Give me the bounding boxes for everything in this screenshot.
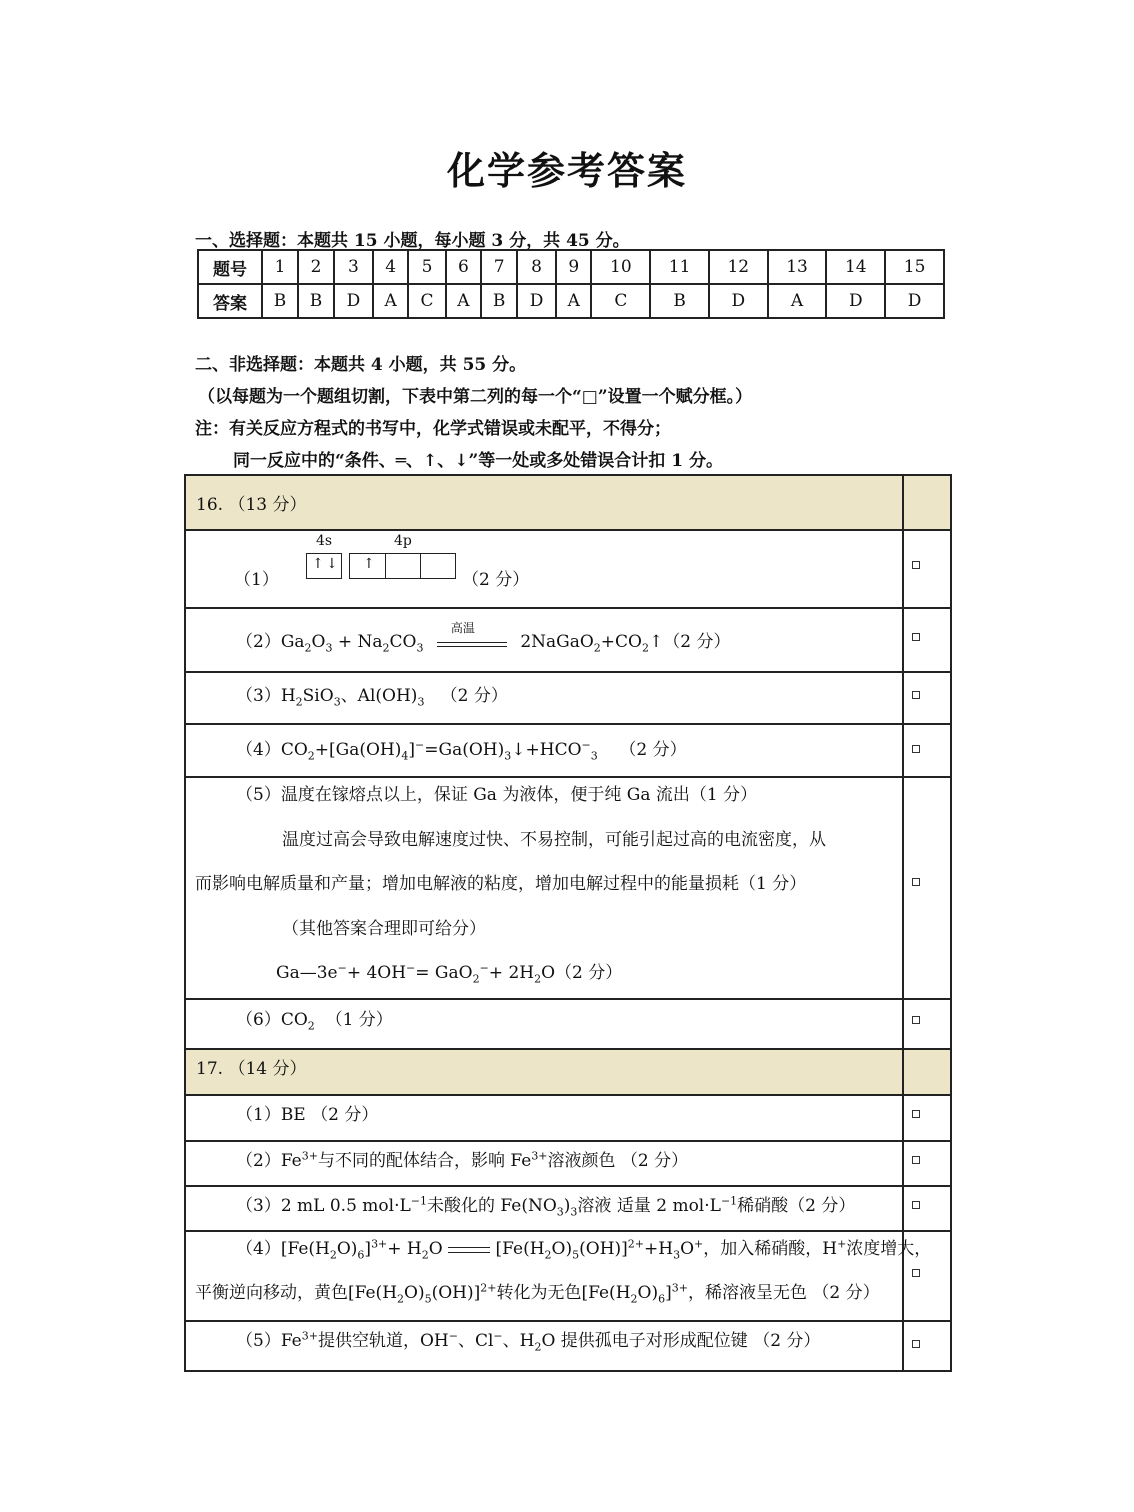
question-number: 2 (298, 250, 334, 284)
question-number: 5 (408, 250, 445, 284)
answer-cell: D (885, 284, 944, 318)
q16-part4-row (186, 723, 950, 776)
answer-table-answer-row (198, 284, 944, 318)
answer-cell: C (591, 284, 650, 318)
equilibrium-arrow-icon (448, 1243, 490, 1257)
score-box[interactable] (912, 1269, 920, 1277)
question-number: 1 (262, 250, 298, 284)
q17-header-row (186, 1048, 950, 1094)
score-box[interactable] (912, 633, 920, 641)
score-box[interactable] (912, 1016, 920, 1024)
answer-cell: C (408, 284, 445, 318)
q16-part5-equation: Ga—3e−+ $4OH^-= GaO_2^-+ 2H_2O(2$ 分） (276, 961, 623, 986)
orbital-4s-label: 4s (316, 533, 333, 549)
question-number: 6 (446, 250, 481, 284)
answer-table-label-answer: 答案 (198, 284, 262, 318)
section1-heading: 一、选择题：本题共 15 小题，每小题 3 分，共 45 分。 (195, 231, 630, 251)
q16-part5-line1: （5）温度在镓熔点以上，保证 Ga 为液体，便于纯 Ga 流出（1 分） (236, 785, 758, 805)
answer-cell: B (262, 284, 298, 318)
answer-cell: D (826, 284, 885, 318)
question-number: 4 (373, 250, 408, 284)
q17-header: 17. （14 分） (196, 1059, 307, 1079)
answer-table-number-row (198, 250, 944, 284)
q16-part3-answer: $(3)H_2SiO_3$、$Al(OH)_3$ （2 分） (236, 686, 508, 709)
q17-part2-row (186, 1140, 950, 1185)
q16-part5-note: （其他答案合理即可给分） (282, 919, 486, 939)
answer-cell: A (446, 284, 481, 318)
q17-part4-row (186, 1230, 950, 1320)
q16-part2-row (186, 607, 950, 671)
q17-part1-row (186, 1094, 950, 1140)
question-number: 12 (709, 250, 768, 284)
answer-cell: A (556, 284, 591, 318)
score-box[interactable] (912, 878, 920, 886)
q17-part5-answer: $(5)Fe^{3+}$提供空轨道，OH−、Cl−、$H_2O$ 提供孤电子对形成配位键 （2 分） (236, 1329, 821, 1354)
question-number: 3 (334, 250, 373, 284)
answer-cell: A (768, 284, 827, 318)
answer-grid (184, 474, 952, 1372)
question-number: 13 (768, 250, 827, 284)
answer-cell: B (650, 284, 709, 318)
score-box[interactable] (912, 1340, 920, 1348)
answer-table-label-number: 题号 (198, 250, 262, 284)
score-box[interactable] (912, 1201, 920, 1209)
answer-cell: B (481, 284, 517, 318)
score-box[interactable] (912, 1156, 920, 1164)
question-number: 15 (885, 250, 944, 284)
section2-heading: 二、非选择题：本题共 4 小题，共 55 分。 (195, 355, 527, 375)
q16-part5-line2: 温度过高会导致电解速度过快、不易控制，可能引起过高的电流密度，从 (282, 830, 826, 850)
q16-part5-row (186, 776, 950, 998)
orbital-4p-label: 4p (394, 533, 412, 549)
q16-header: 16. （13 分） (196, 495, 307, 515)
question-number: 14 (826, 250, 885, 284)
q17-part3-row (186, 1185, 950, 1230)
q16-part1-score: （2 分） (462, 570, 530, 590)
question-number: 11 (650, 250, 709, 284)
question-number: 8 (517, 250, 556, 284)
q17-part4-line2: 平衡逆向移动，黄色$[Fe(H_2O)_5(OH)]^{2+}$转化为无色$[Fe(H_2O)_6]^{3+}$，稀溶液呈无色 （2 分） (195, 1281, 880, 1306)
q16-part5-line3: 而影响电解质量和产量；增加电解液的粘度，增加电解过程中的能量损耗（1 分） (195, 874, 807, 894)
section2-note-deduction: 同一反应中的“条件、═、↑、↓”等一处或多处错误合计扣 1 分。 (233, 451, 723, 471)
answer-cell: A (373, 284, 408, 318)
question-number: 7 (481, 250, 517, 284)
q16-part1-row (186, 529, 950, 607)
q16-part6-answer: $(6)CO_2$ （1 分） (236, 1010, 393, 1033)
answer-table (197, 249, 945, 319)
score-box[interactable] (912, 691, 920, 699)
q17-part5-row (186, 1320, 950, 1372)
answer-cell: D (517, 284, 556, 318)
spin-down-icon: ↓ (326, 556, 338, 572)
score-box[interactable] (912, 1110, 920, 1118)
q17-part2-answer: $(2)Fe^{3+}$与不同的配体结合，影响 $Fe^{3+}$溶液颜色 （2 分） (236, 1149, 689, 1171)
q16-part6-row (186, 998, 950, 1048)
q16-part4-equation: $(4)CO_2+[Ga(OH)_4]^-=Ga(OH)_3↓+HCO^-_3$ （2 分） (236, 738, 687, 763)
q17-part1-answer: （1）BE （2 分） (236, 1105, 379, 1125)
reaction-condition-arrow: 高温 (437, 633, 507, 653)
page-title: 化学参考答案 (446, 149, 687, 193)
spin-up-icon: ↑ (363, 556, 375, 572)
q16-header-row (186, 476, 950, 529)
question-number: 9 (556, 250, 591, 284)
section2-note-equations: 注：有关反应方程式的书写中，化学式错误或未配平，不得分； (195, 419, 671, 439)
answer-cell: D (334, 284, 373, 318)
spin-up-icon: ↑ (312, 556, 324, 572)
q16-part2-equation: $(2)Ga_2O_3 + Na_2CO_3$ 高温 $2NaGaO_2+CO_2↑(2$ 分） (236, 620, 731, 655)
q17-part3-answer: （3）2 mL 0.5 $mol\cdot L^{-1}$未酸化的 $Fe(NO_3)_3$溶液 适量 2 $mol\cdot L^{-1}$稀硝酸（2 分） (236, 1194, 856, 1219)
score-box[interactable] (912, 745, 920, 753)
section2-note-grading: （以每题为一个题组切割，下表中第二列的每一个“□”设置一个赋分框。） (198, 387, 753, 407)
orbital-4s-box (306, 553, 342, 579)
q16-part1-label: （1） (234, 570, 279, 590)
q16-part3-row (186, 671, 950, 723)
orbital-4p-box (349, 553, 456, 579)
q17-part4-line1: $(4)[Fe(H_2O)_6]^{3+}+ H_2O$ $[Fe(H_2O)_5(OH)]^{2+}+H_3O^+$，加入稀硝酸，H+浓度增大， (236, 1237, 932, 1262)
question-number: 10 (591, 250, 650, 284)
answer-cell: D (709, 284, 768, 318)
score-box[interactable] (912, 561, 920, 569)
answer-cell: B (298, 284, 334, 318)
